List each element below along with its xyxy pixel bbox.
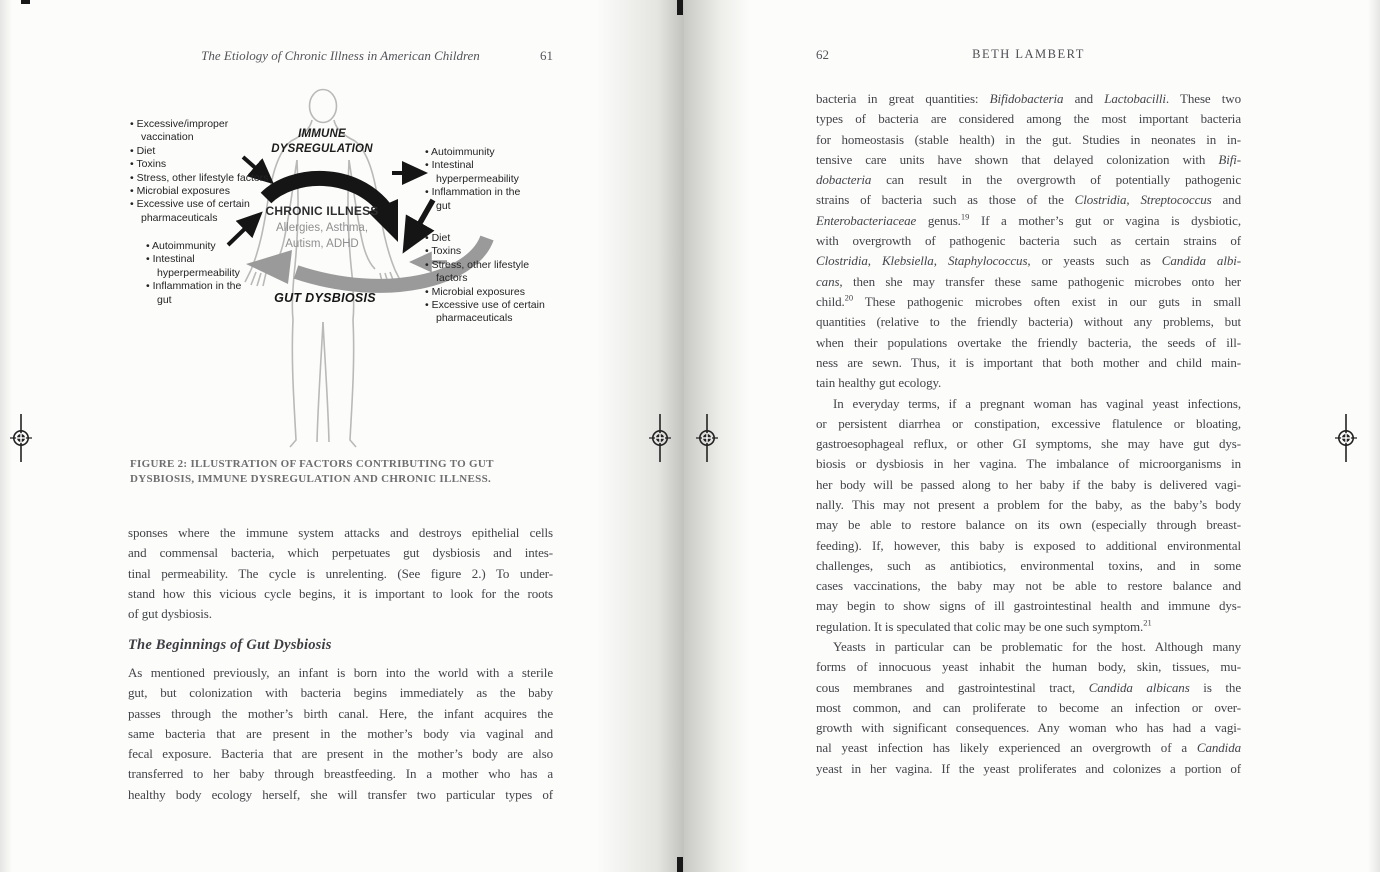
immune-dysregulation-label: IMMUNE DYSREGULATION [271,128,373,155]
gut-dysbiosis-label: GUT DYSBIOSIS [274,291,376,305]
fold-mark-top [677,0,683,15]
fold-mark-bottom [677,857,683,872]
bullet-list-top-left: • Excessive/improper vaccination • Diet • Toxins • Stress, other lifestyle factors • Microbial exposures • Excessive use of certain pharmaceuticals [130,118,283,225]
left-running-head: The Etiology of Chronic Illness in American Children [201,48,480,63]
chronic-illness-label: CHRONIC ILLNESS [265,204,379,218]
paragraph: As mentioned previously, an infant is born into the world with a sterile gut, but colonization with bacteria begins immediately as the baby passes through the mother’s birth canal. Here, the infant acquires the same bacteria that are present in the mother’s body via vaginal and fecal exposure. Bacteria that are present in the mother’s body are also transferred to her baby through breastfeeding. In a mother who has a healthy body ecology herself, she will transfer two particular types of [128,665,553,802]
right-page [683,0,1380,872]
bullet-list-bottom-right: • Diet • Toxins • Stress, other lifestyle factors • Microbial exposures • Excessive use of certain pharmaceuticals [425,232,555,326]
figure-caption: FIGURE 2: ILLUSTRATION OF FACTORS CONTRIBUTING TO GUT DYSBIOSIS, IMMUNE DYSREGULATION AND CHRONIC ILLNESS. [130,458,494,485]
figure-2 [0,0,683,500]
figure-diagram-graphics [0,0,683,500]
chronic-illness-examples: Autism, ADHD [285,238,359,250]
section-heading: The Beginnings of Gut Dysbiosis [128,637,332,653]
left-page [0,0,683,872]
left-page-number: 61 [540,48,553,63]
paragraph: Yeasts in particular can be problematic for the host. Although many forms of innocuous yeast inhabit the human body, skin, tissues, mu- cous membranes and gastrointestinal tract, Candida albicans is the most common, and can proliferate to become an infection or over- growth with significant consequences. Any woman who has had a vagi- nal yeast infection has likely experienced an overgrowth of a Candida yeast in her vagina. If the yeast proliferates and colonizes a portion of [816,639,1241,776]
bullet-list-bottom-left: • Autoimmunity • Intestinal hyperpermeability • Inflammation in the gut [146,240,246,307]
right-running-head: BETH LAMBERT [972,47,1085,61]
chronic-illness-examples: Allergies, Asthma, [275,222,369,234]
paragraph: bacteria in great quantities: Bifidobacteria and Lactobacilli. These two types of bacteria are considered among the most important bacteria for homeostasis (stable health) in the gut. Studies in neonates in in- tensive care units have shown that delayed colonization with Bifi- dobacteria can result in the overgrowth of potentially pathogenic strains of bacteria such as those of the Clostridia, Streptococcus and Enterobacteriaceae genus.$^{19}$ If a mother’s gut or vagina is dysbiotic, with overgrowth of pathogenic bacteria such as certain strains of Clostridia, Klebsiella, Staphylococcus, or yeasts such as Candida albi- cans, then she may transfer these same pathogenic microbes onto her child.$^{20}$ These pathogenic microbes often exist in our guts in small quantities (relative to the friendly bacteria) without any problems, but when their populations overtake the friendly bacteria, the seeds of ill- ness are sewn. Thus, it is important that both mother and child main- tain healthy gut ecology. [816,91,1241,391]
right-page-number: 62 [816,47,829,62]
paragraph: In everyday terms, if a pregnant woman has vaginal yeast infections, or persistent diarrhea or constipation, excessive flatulence or bloating, gastroesophageal reflux, or other GI symptoms, she may have gut dys- biosis or dysbiosis in her vagina. The imbalance of microorganisms in her body will be passed along to her baby if the baby is delivered vagi- nally. This may not present a problem for the baby, as the baby’s body may be able to restore balance on its own (especially through breast- feeding). If, however, this baby is exposed to additional environmental challenges, such as antibiotics, environmental toxins, and in some cases vaccinations, the baby may not be able to restore balance and may begin to show signs of ill gastrointestinal health and immune dys- regulation. It is speculated that colic may be one such symptom.$^{21}$ [816,395,1241,634]
paragraph: sponses where the immune system attacks and destroys epithelial cells and commensal bacteria, which perpetuates gut dysbiosis and intes- tinal permeability. The cycle is unrelenting. (See figure 2.) To under- stand how this vicious cycle begins, it is important to look for the roots of gut dysbiosis. [128,525,553,622]
trim-mark-top-left [21,0,30,4]
bullet-list-top-right: • Autoimmunity • Intestinal hyperpermeability • Inflammation in the gut [425,146,529,213]
